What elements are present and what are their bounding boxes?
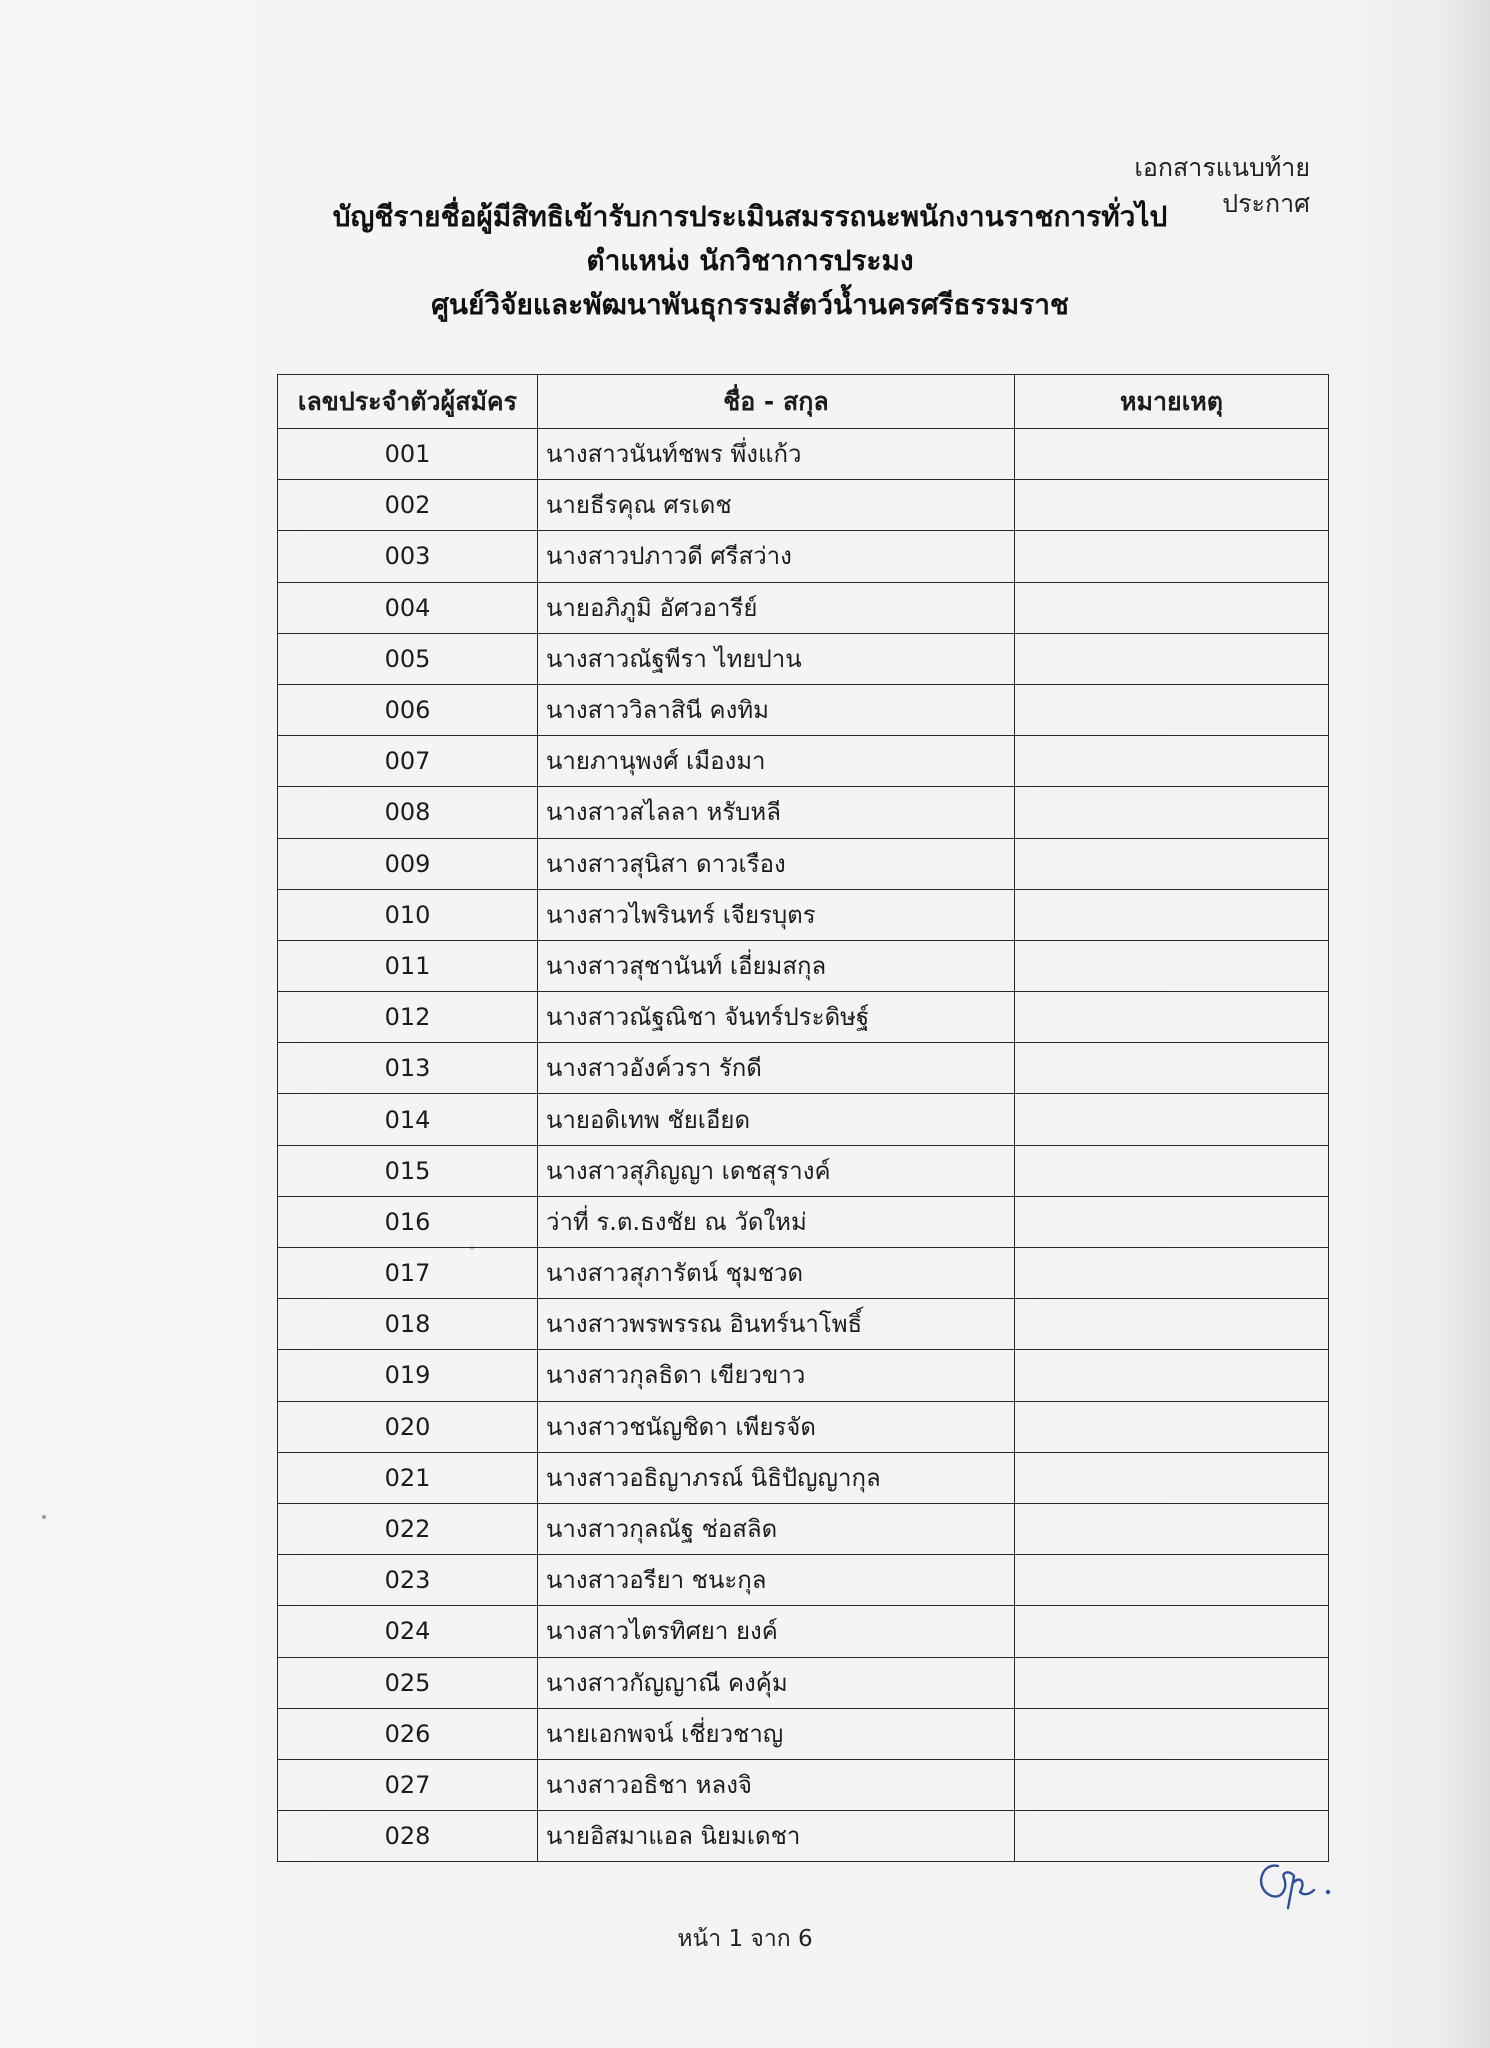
- table-row: [278, 1708, 1329, 1759]
- remarks-cell: [1015, 429, 1329, 480]
- applicant-name-cell: นายอดิเทพ ชัยเอียด: [538, 1094, 1015, 1145]
- applicant-name-cell: นายภานุพงศ์ เมืองมา: [538, 736, 1015, 787]
- table-row: [278, 1248, 1329, 1299]
- applicant-id-cell: 017: [278, 1248, 538, 1299]
- applicant-id-cell: 009: [278, 838, 538, 889]
- table-row: [278, 531, 1329, 582]
- applicant-name-cell: นางสาวไพรินทร์ เจียรบุตร: [538, 889, 1015, 940]
- applicant-name-cell: นางสาวอรียา ชนะกุล: [538, 1555, 1015, 1606]
- applicant-id-cell: 001: [278, 429, 538, 480]
- remarks-cell: [1015, 1503, 1329, 1554]
- table-row: [278, 787, 1329, 838]
- remarks-cell: [1015, 1401, 1329, 1452]
- table-row: [278, 1452, 1329, 1503]
- applicant-id-cell: 010: [278, 889, 538, 940]
- signature-initials-icon: [1248, 1852, 1338, 1912]
- applicant-id-cell: 014: [278, 1094, 538, 1145]
- header-full-name: ชื่อ - สกุล: [538, 375, 1015, 429]
- applicant-id-cell: 020: [278, 1401, 538, 1452]
- applicant-id-cell: 025: [278, 1657, 538, 1708]
- remarks-cell: [1015, 1452, 1329, 1503]
- header-applicant-id: เลขประจำตัวผู้สมัคร: [278, 375, 538, 429]
- table-row: [278, 633, 1329, 684]
- applicant-id-cell: 007: [278, 736, 538, 787]
- table-row: [278, 429, 1329, 480]
- applicant-name-cell: นางสาวสุชานันท์ เอี่ยมสกุล: [538, 940, 1015, 991]
- remarks-cell: [1015, 582, 1329, 633]
- remarks-cell: [1015, 1043, 1329, 1094]
- table-row: [278, 684, 1329, 735]
- applicant-id-cell: 013: [278, 1043, 538, 1094]
- table-row: [278, 1657, 1329, 1708]
- applicant-name-cell: นายอภิภูมิ อัศวอารีย์: [538, 582, 1015, 633]
- applicant-name-cell: นางสาวอังค์วรา รักดี: [538, 1043, 1015, 1094]
- applicant-name-cell: นางสาวกัญญาณี คงคุ้ม: [538, 1657, 1015, 1708]
- title-line-3: ศูนย์วิจัยและพัฒนาพันธุกรรมสัตว์น้ำนครศรีธรรมราช: [431, 288, 1069, 321]
- page-number: หน้า 1 จาก 6: [677, 1926, 813, 1952]
- table-row: [278, 940, 1329, 991]
- table-row: [278, 1299, 1329, 1350]
- table-row: [278, 1196, 1329, 1247]
- applicant-id-cell: 019: [278, 1350, 538, 1401]
- applicant-id-cell: 002: [278, 480, 538, 531]
- table-row: [278, 582, 1329, 633]
- table-row: [278, 1811, 1329, 1862]
- applicant-id-cell: 015: [278, 1145, 538, 1196]
- remarks-cell: [1015, 787, 1329, 838]
- table-row: [278, 1094, 1329, 1145]
- remarks-cell: [1015, 633, 1329, 684]
- remarks-cell: [1015, 1299, 1329, 1350]
- applicant-id-cell: 004: [278, 582, 538, 633]
- applicant-name-cell: นางสาวกุลณัฐ ช่อสลิด: [538, 1503, 1015, 1554]
- table-row: [278, 1606, 1329, 1657]
- applicant-name-cell: ว่าที่ ร.ต.ธงชัย ณ วัดใหม่: [538, 1196, 1015, 1247]
- document-title: [250, 195, 1250, 327]
- applicant-name-cell: นางสาวชนัญชิดา เพียรจัด: [538, 1401, 1015, 1452]
- scan-speck: [42, 1515, 46, 1519]
- applicant-name-cell: นางสาวนันท์ชพร พึ่งแก้ว: [538, 429, 1015, 480]
- applicant-name-cell: นางสาวพรพรรณ อินทร์นาโพธิ์: [538, 1299, 1015, 1350]
- applicant-name-cell: นางสาวสุภิญญา เดชสุรางค์: [538, 1145, 1015, 1196]
- remarks-cell: [1015, 1708, 1329, 1759]
- title-line-2: ตำแหน่ง นักวิชาการประมง: [586, 244, 914, 277]
- applicant-id-cell: 006: [278, 684, 538, 735]
- applicant-table: [277, 374, 1329, 1862]
- attachment-label: เอกสารแนบท้ายประกาศ: [1134, 153, 1310, 218]
- applicant-id-cell: 027: [278, 1759, 538, 1810]
- table-row: [278, 838, 1329, 889]
- remarks-cell: [1015, 838, 1329, 889]
- applicant-name-cell: นายธีรคุณ ศรเดช: [538, 480, 1015, 531]
- applicant-id-cell: 012: [278, 992, 538, 1043]
- table-row: [278, 889, 1329, 940]
- applicant-name-cell: นางสาวสไลลา หรับหลี: [538, 787, 1015, 838]
- remarks-cell: [1015, 480, 1329, 531]
- applicant-id-cell: 016: [278, 1196, 538, 1247]
- applicant-id-cell: 026: [278, 1708, 538, 1759]
- table-row: [278, 1759, 1329, 1810]
- table-row: [278, 480, 1329, 531]
- applicant-name-cell: นางสาวไตรทิศยา ยงค์: [538, 1606, 1015, 1657]
- applicant-name-cell: นางสาวกุลธิดา เขียวขาว: [538, 1350, 1015, 1401]
- applicant-id-cell: 008: [278, 787, 538, 838]
- remarks-cell: [1015, 940, 1329, 991]
- applicant-table-container: [277, 374, 1328, 1862]
- remarks-cell: [1015, 889, 1329, 940]
- table-row: [278, 736, 1329, 787]
- remarks-cell: [1015, 1606, 1329, 1657]
- remarks-cell: [1015, 1145, 1329, 1196]
- table-row: [278, 1350, 1329, 1401]
- applicant-name-cell: นางสาวสุนิสา ดาวเรือง: [538, 838, 1015, 889]
- applicant-id-cell: 024: [278, 1606, 538, 1657]
- applicant-name-cell: นางสาวปภาวดี ศรีสว่าง: [538, 531, 1015, 582]
- table-row: [278, 1043, 1329, 1094]
- applicant-id-cell: 022: [278, 1503, 538, 1554]
- remarks-cell: [1015, 992, 1329, 1043]
- remarks-cell: [1015, 531, 1329, 582]
- remarks-cell: [1015, 1350, 1329, 1401]
- remarks-cell: [1015, 736, 1329, 787]
- applicant-name-cell: นางสาวอธิญาภรณ์ นิธิปัญญากุล: [538, 1452, 1015, 1503]
- remarks-cell: [1015, 1248, 1329, 1299]
- applicant-id-cell: 011: [278, 940, 538, 991]
- applicant-id-cell: 018: [278, 1299, 538, 1350]
- signature-stroke: [1261, 1866, 1314, 1908]
- remarks-cell: [1015, 1555, 1329, 1606]
- table-row: [278, 1145, 1329, 1196]
- applicant-name-cell: นายอิสมาแอล นิยมเดชา: [538, 1811, 1015, 1862]
- applicant-name-cell: นางสาวอธิชา หลงจิ: [538, 1759, 1015, 1810]
- header-remarks: หมายเหตุ: [1015, 375, 1329, 429]
- remarks-cell: [1015, 1759, 1329, 1810]
- remarks-cell: [1015, 684, 1329, 735]
- applicant-id-cell: 003: [278, 531, 538, 582]
- applicant-id-cell: 005: [278, 633, 538, 684]
- signature-dot: [1326, 1890, 1330, 1894]
- applicant-id-cell: 028: [278, 1811, 538, 1862]
- table-row: [278, 992, 1329, 1043]
- applicant-name-cell: นางสาวณัฐณิชา จันทร์ประดิษฐ์: [538, 992, 1015, 1043]
- table-body: [278, 429, 1329, 1862]
- applicant-name-cell: นายเอกพจน์ เชี่ยวชาญ: [538, 1708, 1015, 1759]
- remarks-cell: [1015, 1196, 1329, 1247]
- applicant-name-cell: นางสาววิลาสินี คงทิม: [538, 684, 1015, 735]
- applicant-id-cell: 021: [278, 1452, 538, 1503]
- remarks-cell: [1015, 1657, 1329, 1708]
- title-line-1: บัญชีรายชื่อผู้มีสิทธิเข้ารับการประเมินสมรรถนะพนักงานราชการทั่วไป: [332, 200, 1168, 233]
- applicant-name-cell: นางสาวสุภารัตน์ ชุมชวด: [538, 1248, 1015, 1299]
- table-row: [278, 1503, 1329, 1554]
- table-header-row: [278, 375, 1329, 429]
- remarks-cell: [1015, 1094, 1329, 1145]
- table-row: [278, 1401, 1329, 1452]
- applicant-id-cell: 023: [278, 1555, 538, 1606]
- table-row: [278, 1555, 1329, 1606]
- applicant-name-cell: นางสาวณัฐพีรา ไทยปาน: [538, 633, 1015, 684]
